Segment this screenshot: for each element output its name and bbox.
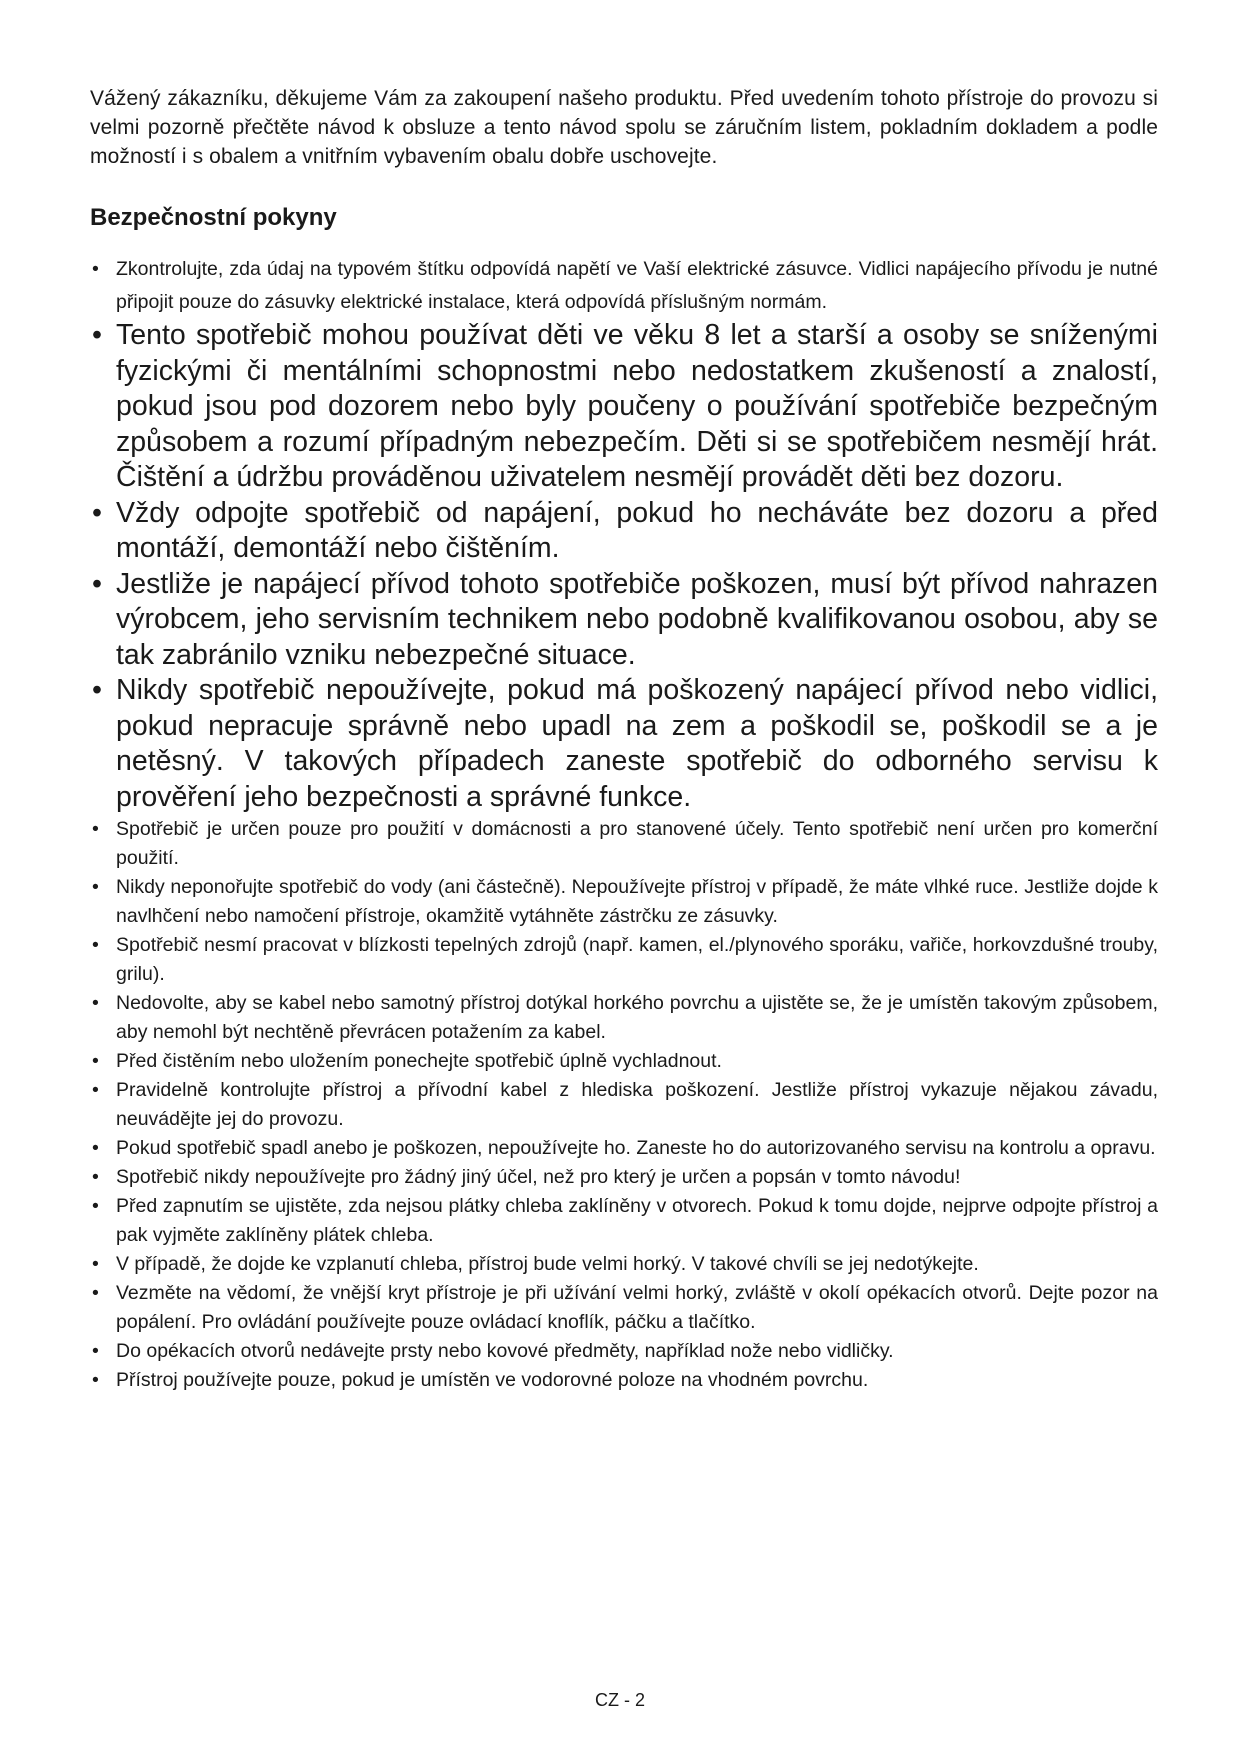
list-item: [90, 1337, 1158, 1366]
list-item-text: Pravidelně kontrolujte přístroj a přívodní kabel z hlediska poškození. Jestliže přístroj vykazuje nějakou závadu, neuvádějte jej do provozu.: [116, 1079, 1158, 1130]
intro-paragraph: Vážený zákazníku, děkujeme Vám za zakoupení našeho produktu. Před uvedením tohoto přístroje do provozu si velmi pozorně přečtěte návod k obsluze a tento návod spolu se záručním listem, pokladním dokladem a podle možností i s obalem a vnitřním vybavením obalu dobře uschovejte.: [90, 87, 1158, 168]
list-item: [90, 673, 1158, 815]
list-item-text: Spotřebič nesmí pracovat v blízkosti tepelných zdrojů (např. kamen, el./plynového sporáku, vařiče, horkovzdušné trouby, grilu).: [116, 934, 1158, 985]
list-item: [90, 815, 1158, 873]
bullet-icon: •: [92, 1369, 99, 1391]
list-item: [90, 1076, 1158, 1134]
list-item-text: Nedovolte, aby se kabel nebo samotný přístroj dotýkal horkého povrchu a ujistěte se, že je umístěn takovým způsobem, aby nemohl být nechtěně převrácen potažením za kabel.: [116, 992, 1158, 1043]
list-item-text: Zkontrolujte, zda údaj na typovém štítku odpovídá napětí ve Vaší elektrické zásuvce. Vidlici napájecího přívodu je nutné připojit pouze do zásuvky elektrické instalace, která odpovídá příslušným normám.: [116, 258, 1158, 313]
list-item: [90, 1250, 1158, 1279]
bullet-icon: •: [92, 496, 102, 529]
list-item-text: Do opékacích otvorů nedávejte prsty nebo kovové předměty, například nože nebo vidličky.: [116, 1340, 894, 1362]
list-item: [90, 1279, 1158, 1337]
list-item-text: Tento spotřebič mohou používat děti ve věku 8 let a starší a osoby se sníženými fyzickými či mentálními schopnostmi nebo nedostatkem zkušeností a znalostí, pokud jsou pod dozorem nebo byly poučeny o používání spotřebiče bezpečným způsobem a rozumí případným nebezpečím. Děti si se spotřebičem nesmějí hrát. Čištění a údržbu prováděnou uživatelem nesmějí provádět děti bez dozoru.: [116, 319, 1158, 493]
bullet-icon: •: [92, 1340, 99, 1362]
bullet-icon: •: [92, 674, 102, 706]
list-item-text: Jestliže je napájecí přívod tohoto spotřebiče poškozen, musí být přívod nahrazen výrobcem, jeho servisním technikem nebo podobně kvalifikovanou osobou, aby se tak zabránilo vzniku nebezpečné situace.: [116, 567, 1158, 671]
list-item-text: Spotřebič nikdy nepoužívejte pro žádný jiný účel, než pro který je určen a popsán v tomto návodu!: [116, 1166, 961, 1188]
list-item-text: Přístroj používejte pouze, pokud je umístěn ve vodorovné poloze na vhodném povrchu.: [116, 1369, 869, 1391]
list-item: [90, 496, 1158, 567]
list-item: [90, 931, 1158, 989]
list-item-text: V případě, že dojde ke vzplanutí chleba, přístroj bude velmi horký. V takové chvíli se jej nedotýkejte.: [116, 1253, 979, 1275]
list-item: [90, 1134, 1158, 1163]
bullet-icon: •: [92, 567, 102, 600]
safety-instructions-list: [90, 253, 1158, 1395]
bullet-icon: •: [92, 1253, 99, 1275]
bullet-icon: •: [92, 1195, 99, 1217]
bullet-icon: •: [92, 1050, 99, 1072]
bullet-icon: •: [92, 319, 102, 351]
list-item-text: Nikdy neponořujte spotřebič do vody (ani částečně). Nepoužívejte přístroj v případě, že máte vlhké ruce. Jestliže dojde k navlhčení nebo namočení přístroje, okamžitě vytáhněte zástrčku ze zásuvky.: [116, 876, 1158, 927]
list-item: [90, 873, 1158, 931]
bullet-icon: •: [92, 1282, 99, 1304]
bullet-icon: •: [92, 818, 99, 840]
list-item: [90, 318, 1158, 496]
bullet-icon: •: [92, 934, 99, 956]
section-heading: Bezpečnostní pokyny: [90, 204, 337, 231]
list-item-text: Vždy odpojte spotřebič od napájení, pokud ho necháváte bez dozoru a před montáží, demontáží nebo čištěním.: [116, 496, 1158, 564]
list-item-text: Nikdy spotřebič nepoužívejte, pokud má poškozený napájecí přívod nebo vidlici, pokud nepracuje správně nebo upadl na zem a poškodil se, poškodil se a je netěsný. V takových případech zaneste spotřebič do odborného servisu k prověření jeho bezpečnosti a správné funkce.: [116, 674, 1158, 813]
list-item: [90, 989, 1158, 1047]
page-number: CZ - 2: [594, 1690, 645, 1710]
list-item: [90, 253, 1158, 318]
list-item-text: Vezměte na vědomí, že vnější kryt přístroje je při užívání velmi horký, zvláště v okolí opékacích otvorů. Dejte pozor na popálení. Pro ovládání používejte pouze ovládací knoflík, páčku a tlačítko.: [116, 1282, 1158, 1333]
bullet-icon: •: [92, 1137, 99, 1159]
list-item-text: Spotřebič je určen pouze pro použití v domácnosti a pro stanovené účely. Tento spotřebič není určen pro komerční použití.: [116, 818, 1158, 869]
bullet-icon: •: [92, 1166, 99, 1188]
bullet-icon: •: [92, 258, 99, 280]
list-item-text: Pokud spotřebič spadl anebo je poškozen, nepoužívejte ho. Zaneste ho do autorizovaného servisu na kontrolu a opravu.: [116, 1137, 1156, 1159]
document-page: [90, 84, 1158, 1395]
list-item: [90, 1366, 1158, 1395]
bullet-icon: •: [92, 1079, 99, 1101]
bullet-icon: •: [92, 992, 99, 1014]
list-item: [90, 567, 1158, 674]
list-item-text: Před čistěním nebo uložením ponechejte spotřebič úplně vychladnout.: [116, 1050, 722, 1072]
list-item-text: Před zapnutím se ujistěte, zda nejsou plátky chleba zaklíněny v otvorech. Pokud k tomu dojde, nejprve odpojte přístroj a pak vyjměte zaklíněny plátek chleba.: [116, 1195, 1158, 1246]
list-item: [90, 1192, 1158, 1250]
list-item: [90, 1163, 1158, 1192]
list-item: [90, 1047, 1158, 1076]
bullet-icon: •: [92, 876, 99, 898]
